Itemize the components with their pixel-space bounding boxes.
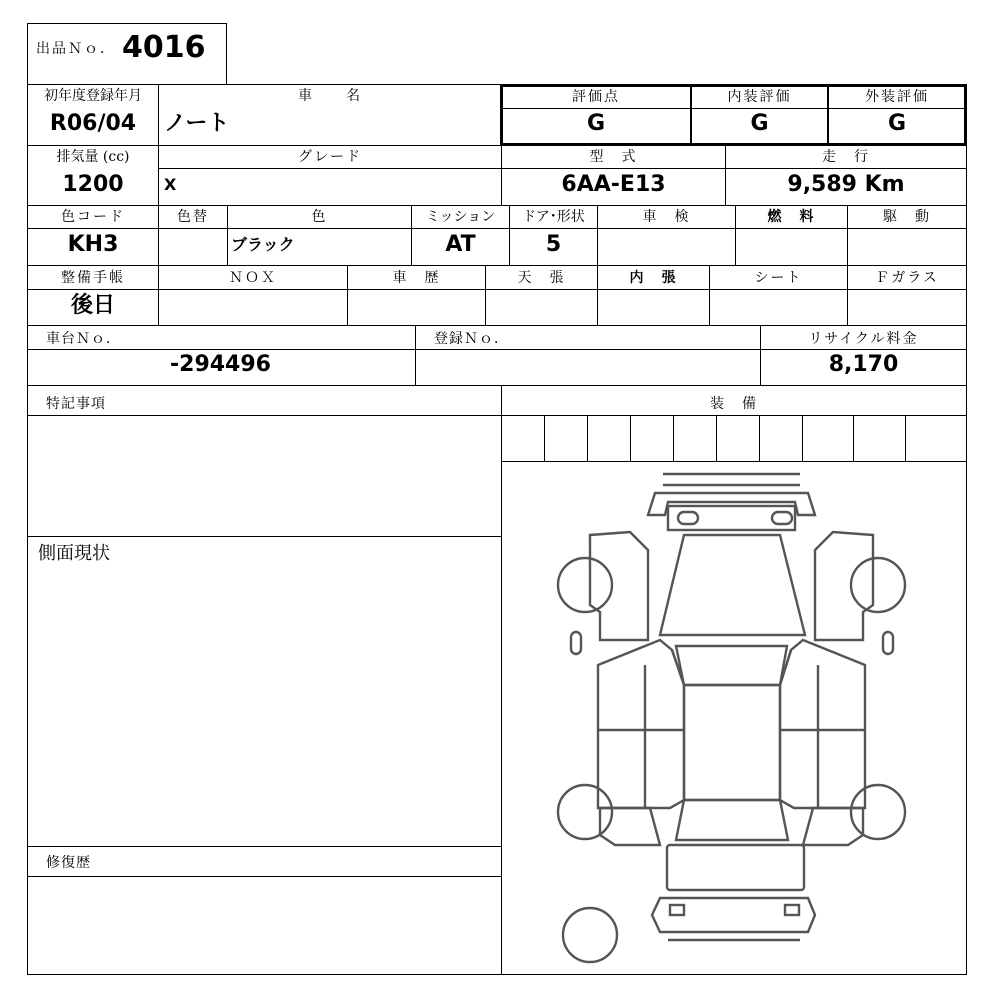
grade-value: X	[164, 175, 177, 194]
interior-score-label: 内装評価	[727, 89, 792, 105]
color-value: ブラック	[231, 235, 295, 254]
color-label: 色	[311, 209, 328, 225]
car-name-value: ノート	[164, 111, 230, 136]
maintenance-label: 整備手帳	[61, 270, 125, 286]
side-label: 側面現状	[38, 543, 110, 564]
interior-trim-label: 内 張	[629, 270, 678, 286]
model-value: 6AA-E13	[561, 172, 666, 197]
door-value: 5	[545, 232, 562, 257]
score-label: 評価点	[572, 89, 620, 105]
car-name-label: 車 名	[298, 88, 362, 104]
seat-label: シート	[754, 270, 803, 286]
maintenance-value: 後日	[70, 293, 115, 318]
glass-label: Ｆガラス	[875, 270, 939, 286]
mileage-label: 走 行	[822, 149, 870, 165]
color-change-label: 色替	[177, 209, 209, 225]
lot-number-label: 出品Ｎｏ．	[36, 41, 116, 57]
transmission-value: AT	[445, 232, 476, 257]
color-code-label: 色コード	[61, 209, 125, 225]
registration-label: 登録Ｎｏ．	[434, 331, 509, 347]
model-label: 型 式	[589, 149, 638, 165]
displacement-value: 1200	[62, 172, 124, 197]
reg-date-value: R06/04	[49, 111, 137, 136]
fuel-label: 燃 料	[767, 209, 816, 225]
drive-label: 駆 動	[883, 209, 931, 225]
history-label: 車 歴	[392, 270, 441, 286]
grade-label: グレード	[298, 149, 362, 165]
exterior-score-label: 外装評価	[865, 89, 929, 105]
equipment-label: 装 備	[710, 396, 758, 412]
recycle-label: リサイクル料金	[808, 331, 919, 347]
mileage-value: 9,589 Km	[787, 172, 905, 197]
door-label: ドア･形状	[522, 209, 585, 225]
reg-date-label: 初年度登録年月	[44, 88, 142, 104]
chassis-label: 車台Ｎｏ．	[46, 331, 121, 347]
lot-number-value: 4016	[122, 30, 206, 65]
ceiling-label: 天 張	[517, 270, 566, 286]
inspection-label: 車 検	[642, 209, 691, 225]
transmission-label: ミッション	[425, 209, 496, 225]
score-value: G	[586, 111, 606, 136]
repair-label: 修復歴	[46, 855, 91, 871]
recycle-value: 8,170	[828, 352, 899, 377]
interior-score-value: G	[750, 111, 769, 136]
color-code-value: KH3	[67, 232, 119, 257]
exterior-score-value: G	[887, 111, 907, 136]
notes-label: 特記事項	[46, 396, 106, 412]
displacement-label: 排気量 (cc)	[56, 149, 130, 165]
nox-label: ＮＯＸ	[229, 270, 277, 286]
chassis-value: -294496	[170, 352, 271, 377]
